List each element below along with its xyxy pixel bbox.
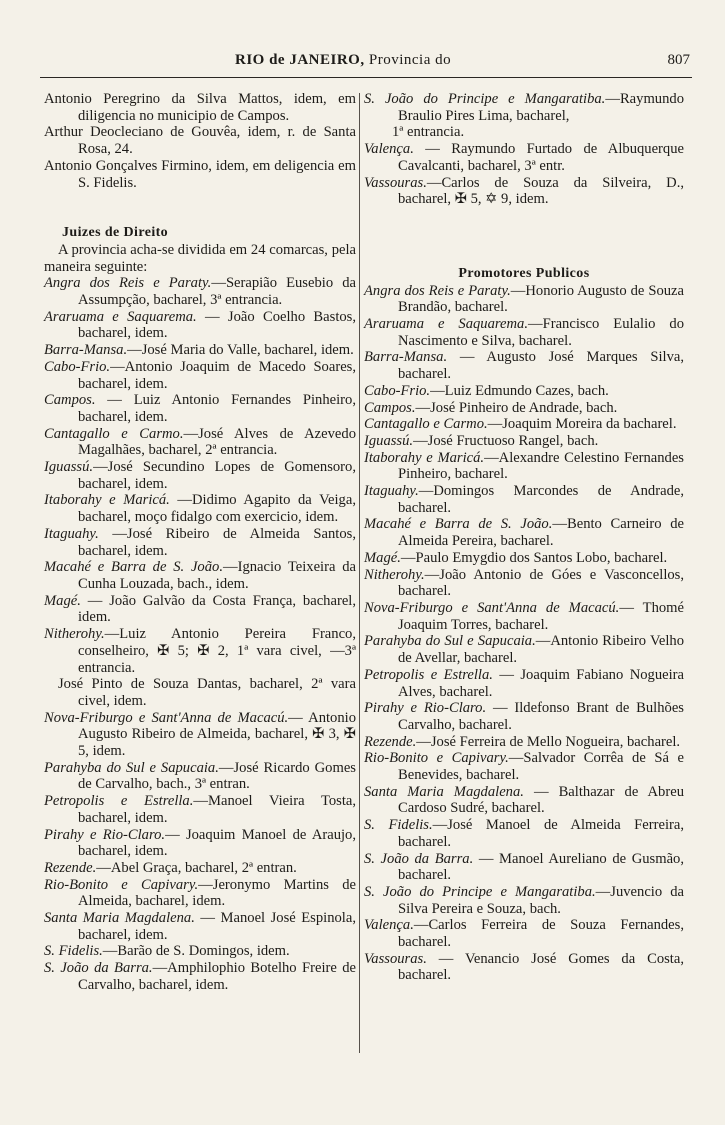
- list-item: [364, 667, 684, 700]
- place-name: Pirahy e Rio-Claro.: [364, 700, 487, 717]
- entry-text: — Antonio Augusto Ribeiro de Almeida, bacharel, ✠ 3, ✠ 5, idem.: [78, 709, 356, 760]
- place-name: Nova-Friburgo e Sant'Anna de Macacú.: [44, 709, 289, 726]
- list-item: [364, 316, 684, 349]
- list-item: [44, 626, 356, 676]
- entry-text: —Alexandre Celestino Fernandes Pinheiro, bacharel.: [398, 449, 684, 483]
- entry-text: — Manoel José Espinola, bacharel, idem.: [78, 910, 356, 943]
- list-item: [44, 559, 356, 592]
- entry-text: —Salvador Corrêa de Sá e Benevides, bacharel.: [398, 750, 684, 784]
- list-item: [44, 359, 356, 392]
- entry-text: — Balthazar de Abreu Cardoso Sudré, bacharel.: [398, 783, 684, 817]
- list-item: [364, 633, 684, 666]
- list-item: [364, 349, 684, 382]
- entry-text: — João Coelho Bastos, bacharel, idem.: [78, 308, 356, 342]
- list-item: [364, 784, 684, 817]
- place-name: Magé.: [44, 592, 81, 609]
- list-item: [44, 960, 356, 993]
- section-intro: A provincia acha-se dividida em 24 comarcas, pela maneira seguinte:: [44, 241, 356, 275]
- list-item: [364, 91, 684, 124]
- entry-text: —José Ricardo Gomes de Carvalho, bach., 3ª entran.: [78, 759, 356, 793]
- entry-text: — Thomé Joaquim Torres, bacharel.: [398, 599, 684, 633]
- list-item-continuation: José Pinto de Souza Dantas, bacharel, 2ª vara civel, idem.: [58, 676, 356, 709]
- header-rule: [40, 77, 692, 78]
- place-name: Rezende.: [44, 859, 97, 876]
- entry-text: —Domingos Marcondes de Andrade, bacharel.: [398, 483, 684, 516]
- entry-text: —Antonio Joaquim de Macedo Soares, bacharel, idem.: [78, 358, 356, 392]
- list-item: [364, 700, 684, 733]
- entry-text: —Joaquim Moreira da bacharel.: [487, 416, 677, 433]
- place-name: S. João da Barra.: [364, 850, 474, 867]
- list-item: [44, 860, 356, 877]
- place-name: Nitherohy.: [44, 626, 105, 643]
- column-divider: [359, 93, 360, 1053]
- list-item: [364, 600, 684, 633]
- place-name: S. João do Principe e Mangaratiba.: [364, 91, 606, 107]
- place-name: Araruama e Saquarema.: [364, 316, 528, 333]
- entry-text: —Carlos de Souza da Silveira, D., bacharel, ✠ 5, ✡ 9, idem.: [398, 174, 684, 208]
- entry-text: —Didimo Agapito da Veiga, bacharel, moço fidalgo com exercicio, idem.: [78, 492, 356, 526]
- section-heading-promotores: Promotores Publicos: [458, 265, 590, 281]
- entry-text: —Jeronymo Martins de Almeida, bacharel, idem.: [78, 876, 356, 910]
- place-name: Petropolis e Estrella.: [44, 793, 194, 810]
- place-name: Itaborahy e Maricá.: [364, 449, 485, 466]
- list-item: [364, 951, 684, 984]
- entry-text: —Abel Graça, bacharel, 2ª entran.: [96, 859, 297, 876]
- entry-text: —Amphilophio Botelho Freire de Carvalho, bacharel, idem.: [78, 960, 356, 993]
- place-name: Barra-Mansa.: [44, 342, 128, 359]
- entry-text: —Serapião Eusebio da Assumpção, bacharel, 3ª entrancia.: [78, 275, 356, 309]
- entry-text: —Paulo Emygdio dos Santos Lobo, bacharel.: [400, 549, 668, 566]
- entry-text: —José Pinheiro de Andrade, bach.: [415, 399, 618, 416]
- list-item: [44, 459, 356, 492]
- list-item: Antonio Gonçalves Firmino, idem, em deligencia em S. Fidelis.: [44, 157, 356, 191]
- list-item: [364, 550, 684, 567]
- place-name: Cantagallo e Carmo.: [44, 425, 184, 442]
- place-name: Vassouras.: [364, 174, 427, 191]
- list-item: [44, 827, 356, 860]
- entry-text: —Carlos Ferreira de Souza Fernandes, bacharel.: [398, 917, 684, 951]
- place-name: Parahyba do Sul e Sapucaia.: [44, 759, 219, 776]
- list-item: [44, 793, 356, 826]
- entry-text: — Joaquim Manoel de Araujo, bacharel, idem.: [78, 826, 356, 860]
- list-item: [44, 877, 356, 910]
- place-name: Valença.: [364, 917, 414, 934]
- entry-text: — Augusto José Marques Silva, bacharel.: [398, 349, 684, 383]
- list-item: [364, 383, 684, 400]
- list-item: [364, 433, 684, 450]
- place-name: Cabo-Frio.: [44, 358, 111, 375]
- left-column: [44, 91, 356, 994]
- list-item: [44, 593, 356, 626]
- title-rest: Provincia do: [368, 52, 452, 68]
- entry-text: —Manoel Vieira Tosta, bacharel, idem.: [78, 793, 356, 826]
- page-number: 807: [667, 52, 690, 68]
- list-item: [44, 426, 356, 459]
- entry-text: —José Fructuoso Rangel, bach.: [413, 432, 599, 449]
- entry-text: — Raymundo Furtado de Albuquerque Cavalcanti, bacharel, 3ª entr.: [398, 141, 684, 174]
- entry-text: —Honorio Augusto de Souza Brandão, bacharel.: [398, 282, 684, 316]
- entry-text: — Joaquim Fabiano Nogueira Alves, bacharel.: [398, 666, 684, 700]
- section-heading-juizes: Juizes de Direito: [62, 225, 169, 241]
- list-item: [364, 851, 684, 884]
- list-item: [364, 817, 684, 850]
- place-name: Pirahy e Rio-Claro.: [44, 826, 166, 843]
- place-name: Campos.: [364, 399, 416, 416]
- entry-text: —Luiz Antonio Pereira Franco, conselheiro, ✠ 5; ✠ 2, 1ª vara civel, —3ª entrancia.: [78, 626, 356, 676]
- place-name: Valença.: [364, 141, 414, 158]
- list-item: [44, 309, 356, 342]
- list-item: [364, 884, 684, 917]
- place-name: Campos.: [44, 392, 96, 409]
- right-column: [364, 91, 684, 984]
- list-item: Antonio Peregrino da Silva Mattos, idem, em diligencia no municipio de Campos.: [44, 91, 356, 124]
- list-item: [364, 734, 684, 751]
- place-name: S. Fidelis.: [44, 943, 103, 960]
- place-name: Vassouras.: [364, 950, 427, 967]
- entry-text: —José Maria do Valle, bacharel, idem.: [127, 342, 354, 359]
- entry-text: —Francisco Eulalio do Nascimento e Silva, bacharel.: [398, 316, 685, 349]
- place-name: Rezende.: [364, 733, 417, 750]
- list-item: [364, 917, 684, 950]
- place-name: Rio-Bonito e Capivary.: [364, 750, 509, 767]
- place-name: Araruama e Saquarema.: [44, 308, 197, 325]
- list-item: [44, 342, 356, 359]
- list-item: [44, 275, 356, 308]
- entry-text: — Ildefonso Brant de Bulhões Carvalho, bacharel.: [398, 700, 684, 733]
- entry-text: —Juvencio da Silva Pereira e Souza, bach.: [398, 883, 684, 917]
- entry-text: — Luiz Antonio Fernandes Pinheiro, bacharel, idem.: [78, 392, 356, 425]
- entry-text: —Luiz Edmundo Cazes, bach.: [430, 382, 609, 399]
- entry-text: —José Ferreira de Mello Nogueira, bacharel.: [416, 733, 681, 750]
- list-item: [44, 392, 356, 425]
- entry-text: — Manoel Aureliano de Gusmão, bacharel.: [398, 850, 684, 884]
- place-name: Santa Maria Magdalena.: [364, 783, 524, 800]
- place-name: S. Fidelis.: [364, 817, 433, 834]
- entry-text: —João Antonio de Góes e Vasconcellos, bacharel.: [398, 566, 684, 600]
- entry-text: —Antonio Ribeiro Velho de Avellar, bacharel.: [398, 633, 684, 667]
- place-name: Rio-Bonito e Capivary.: [44, 876, 199, 893]
- list-item: [44, 526, 356, 559]
- list-item: [44, 760, 356, 793]
- place-name: Nitherohy.: [364, 566, 425, 583]
- place-name: Itaborahy e Maricá.: [44, 492, 170, 509]
- list-item: [364, 450, 684, 483]
- place-name: Angra dos Reis e Paraty.: [364, 282, 511, 299]
- list-item: [44, 492, 356, 525]
- entry-text: —José Ribeiro de Almeida Santos, bacharel, idem.: [78, 525, 356, 559]
- title-bold: RIO de JANEIRO,: [235, 52, 365, 68]
- place-name: Iguassú.: [364, 432, 414, 449]
- entry-text: —Ignacio Teixeira da Cunha Louzada, bach., idem.: [78, 559, 356, 592]
- list-item: [44, 910, 356, 943]
- list-item: [364, 483, 684, 516]
- place-name: Barra-Mansa.: [364, 349, 448, 366]
- list-item: [364, 567, 684, 600]
- place-name: Iguassú.: [44, 459, 94, 476]
- entry-text: —José Manoel de Almeida Ferreira, bacharel.: [398, 817, 685, 850]
- list-item: [364, 141, 684, 174]
- list-item: [364, 516, 684, 549]
- entry-text: —Barão de S. Domingos, idem.: [102, 943, 290, 960]
- list-item: [364, 416, 684, 433]
- place-name: Cantagallo e Carmo.: [364, 416, 488, 433]
- page-header: [40, 50, 690, 74]
- place-name: Itaguahy.: [44, 525, 99, 542]
- entry-text: —José Alves de Azevedo Magalhães, bacharel, 2ª entrancia.: [78, 425, 357, 459]
- entry-text: —Raymundo Braulio Pires Lima, bacharel,: [398, 91, 684, 124]
- entry-text: — Venancio José Gomes da Costa, bacharel.: [398, 950, 684, 984]
- entry-text: —José Secundino Lopes de Gomensoro, bacharel, idem.: [78, 459, 356, 492]
- running-title: [235, 52, 451, 69]
- place-name: Magé.: [364, 549, 401, 566]
- list-item: [44, 710, 356, 760]
- place-name: Macahé e Barra de S. João.: [364, 516, 553, 533]
- place-name: Petropolis e Estrella.: [364, 666, 493, 683]
- entry-text: —Bento Carneiro de Almeida Pereira, bacharel.: [398, 516, 684, 550]
- place-name: Santa Maria Magdalena.: [44, 910, 195, 927]
- list-item: Arthur Deocleciano de Gouvêa, idem, r. de Santa Rosa, 24.: [44, 124, 356, 158]
- list-item: [44, 943, 356, 960]
- place-name: Macahé e Barra de S. João.: [44, 559, 223, 576]
- place-name: Parahyba do Sul e Sapucaia.: [364, 633, 536, 650]
- place-name: Nova-Friburgo e Sant'Anna de Macacú.: [364, 599, 620, 616]
- list-item: [364, 400, 684, 417]
- entry-text: — João Galvão da Costa França, bacharel, idem.: [78, 592, 356, 626]
- list-item: [364, 283, 684, 316]
- place-name: S. João do Principe e Mangaratiba.: [364, 883, 596, 900]
- list-item: [364, 175, 684, 208]
- list-item-continuation: 1ª entrancia.: [392, 124, 465, 141]
- list-item: [364, 750, 684, 783]
- place-name: Cabo-Frio.: [364, 382, 431, 399]
- place-name: Itaguahy.: [364, 483, 419, 500]
- place-name: Angra dos Reis e Paraty.: [44, 275, 212, 292]
- place-name: S. João da Barra.: [44, 960, 153, 977]
